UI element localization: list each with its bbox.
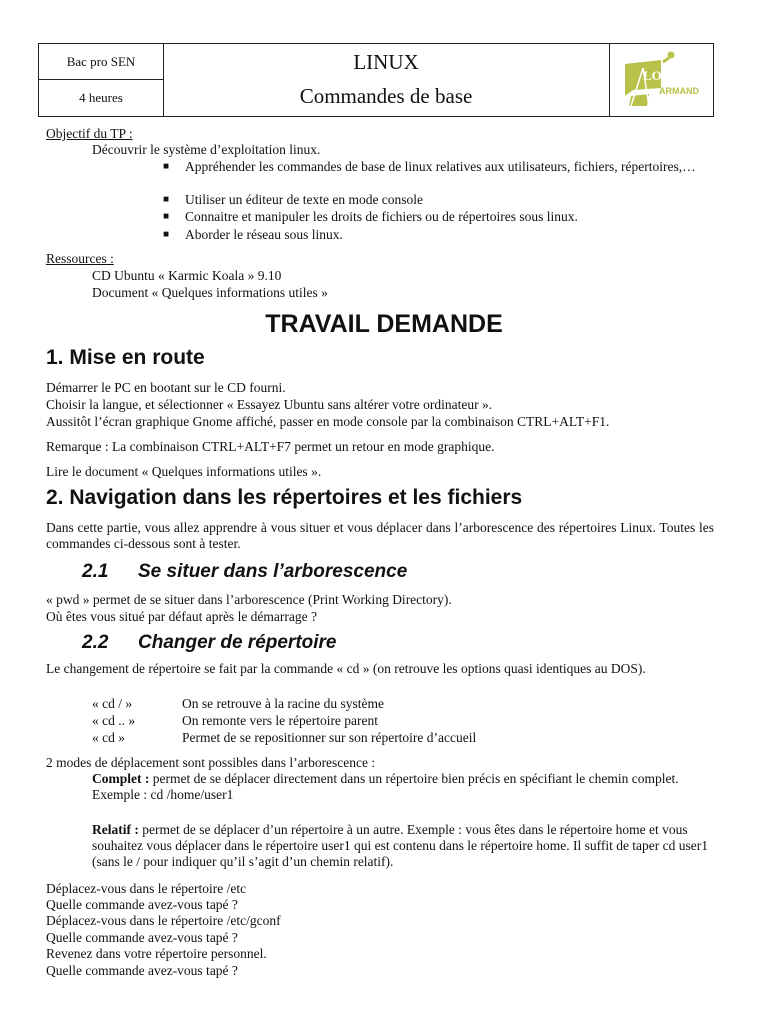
section1-heading: 1. Mise en route <box>46 346 205 369</box>
header-left-column <box>39 44 164 116</box>
cd-command: « cd » <box>92 730 125 745</box>
svg-text:ARMAND: ARMAND <box>659 86 699 96</box>
cd-command: « cd / » <box>92 696 133 711</box>
svg-text:LOUIS: LOUIS <box>643 68 684 83</box>
header-title-column <box>163 44 610 116</box>
duration-label: 4 heures <box>79 90 123 105</box>
bullet-icon: ■ <box>163 161 170 172</box>
ressources-label: Ressources : <box>46 251 114 266</box>
subsection-2-1-heading <box>82 561 407 583</box>
bullet-icon: ■ <box>163 211 170 222</box>
ressource-item: CD Ubuntu « Karmic Koala » 9.10 <box>92 268 282 283</box>
sub1-line: Où êtes vous situé par défaut après le démarrage ? <box>46 609 318 624</box>
exercise-line: Quelle commande avez-vous tapé ? <box>46 897 238 912</box>
objectif-main: Découvrir le système d’exploitation linux. <box>92 142 321 157</box>
exercise-line: Quelle commande avez-vous tapé ? <box>46 963 238 978</box>
bullet-text: Utiliser un éditeur de texte en mode console <box>185 192 424 207</box>
modes-intro: 2 modes de déplacement sont possibles dans l’arborescence : <box>46 755 376 770</box>
school-logo <box>623 50 707 108</box>
class-label: Bac pro SEN <box>39 44 163 80</box>
exercise-line: Déplacez-vous dans le répertoire /etc/gconf <box>46 913 281 928</box>
bullet-text: Appréhender les commandes de base de linux relatives aux utilisateurs, fichiers, répertoires,… <box>185 159 696 174</box>
mode-relatif-label: Relatif : <box>92 822 139 837</box>
mode-complet-text: permet de se déplacer directement dans un répertoire bien précis en spécifiant le chemin complet. Exemple : cd /home/user1 <box>92 771 679 802</box>
section1-line: Aussitôt l’écran graphique Gnome affiché, passer en mode console par la combinaison CTRL+ALT+F1. <box>46 414 610 429</box>
cd-description: On se retrouve à la racine du système <box>182 696 385 711</box>
mode-relatif <box>92 822 714 870</box>
document-title: LINUX <box>353 50 419 74</box>
section1-remarque: Remarque : La combinaison CTRL+ALT+F7 permet un retour en mode graphique. <box>46 439 495 454</box>
subsection-number: 2.1 <box>82 561 109 582</box>
mode-relatif-text: permet de se déplacer d’un répertoire à un autre. Exemple : vous êtes dans le répertoire home et vous souhaitez vous déplacer dans le répertoire user1 qui est contenu dans le répertoire home. Il suffit de taper cd user1 (sans le / pour indiquer qu’il s’agit d’un chemin relatif). <box>92 822 709 869</box>
cd-command-row <box>92 713 378 729</box>
document-subtitle: Commandes de base <box>299 84 473 108</box>
header-logo-column <box>609 44 713 116</box>
sub2-intro: Le changement de répertoire se fait par la commande « cd » (on retrouve les options quasi identiques au DOS). <box>46 661 646 676</box>
bullet-text: Aborder le réseau sous linux. <box>185 227 343 242</box>
sub1-line: « pwd » permet de se situer dans l’arborescence (Print Working Directory). <box>46 592 452 607</box>
subsection-2-2-heading <box>82 632 337 654</box>
section2-heading: 2. Navigation dans les répertoires et les fichiers <box>46 486 523 509</box>
mode-complet-label: Complet : <box>92 771 150 786</box>
bullet-icon: ■ <box>163 194 170 205</box>
bullet-icon: ■ <box>163 229 170 240</box>
exercise-line: Quelle commande avez-vous tapé ? <box>46 930 238 945</box>
cd-command: « cd .. » <box>92 713 136 728</box>
mode-complet <box>92 771 714 803</box>
ressource-item: Document « Quelques informations utiles » <box>92 285 328 300</box>
exercise-line: Déplacez-vous dans le répertoire /etc <box>46 881 247 896</box>
section1-lire: Lire le document « Quelques informations utiles ». <box>46 464 322 479</box>
cd-command-row <box>92 730 476 746</box>
cd-command-row <box>92 696 384 712</box>
subsection-number: 2.2 <box>82 632 109 653</box>
section1-line: Choisir la langue, et sélectionner « Essayez Ubuntu sans altérer votre ordinateur ». <box>46 397 493 412</box>
exercise-line: Revenez dans votre répertoire personnel. <box>46 946 267 961</box>
section1-line: Démarrer le PC en bootant sur le CD fourni. <box>46 380 286 395</box>
cd-description: Permet de se repositionner sur son répertoire d’accueil <box>182 730 477 745</box>
cd-description: On remonte vers le répertoire parent <box>182 713 379 728</box>
subsection-title: Se situer dans l’arborescence <box>138 561 408 582</box>
bullet-text: Connaitre et manipuler les droits de fichiers ou de répertoires sous linux. <box>185 209 578 224</box>
header-table <box>38 43 714 117</box>
subsection-title: Changer de répertoire <box>138 632 337 653</box>
main-title: TRAVAIL DEMANDE <box>265 310 503 338</box>
section2-intro: Dans cette partie, vous allez apprendre à vous situer et vous déplacer dans l’arborescence des répertoires Linux. Toutes les commandes ci-dessous sont à tester. <box>46 520 714 551</box>
objectif-label: Objectif du TP : <box>46 126 133 141</box>
